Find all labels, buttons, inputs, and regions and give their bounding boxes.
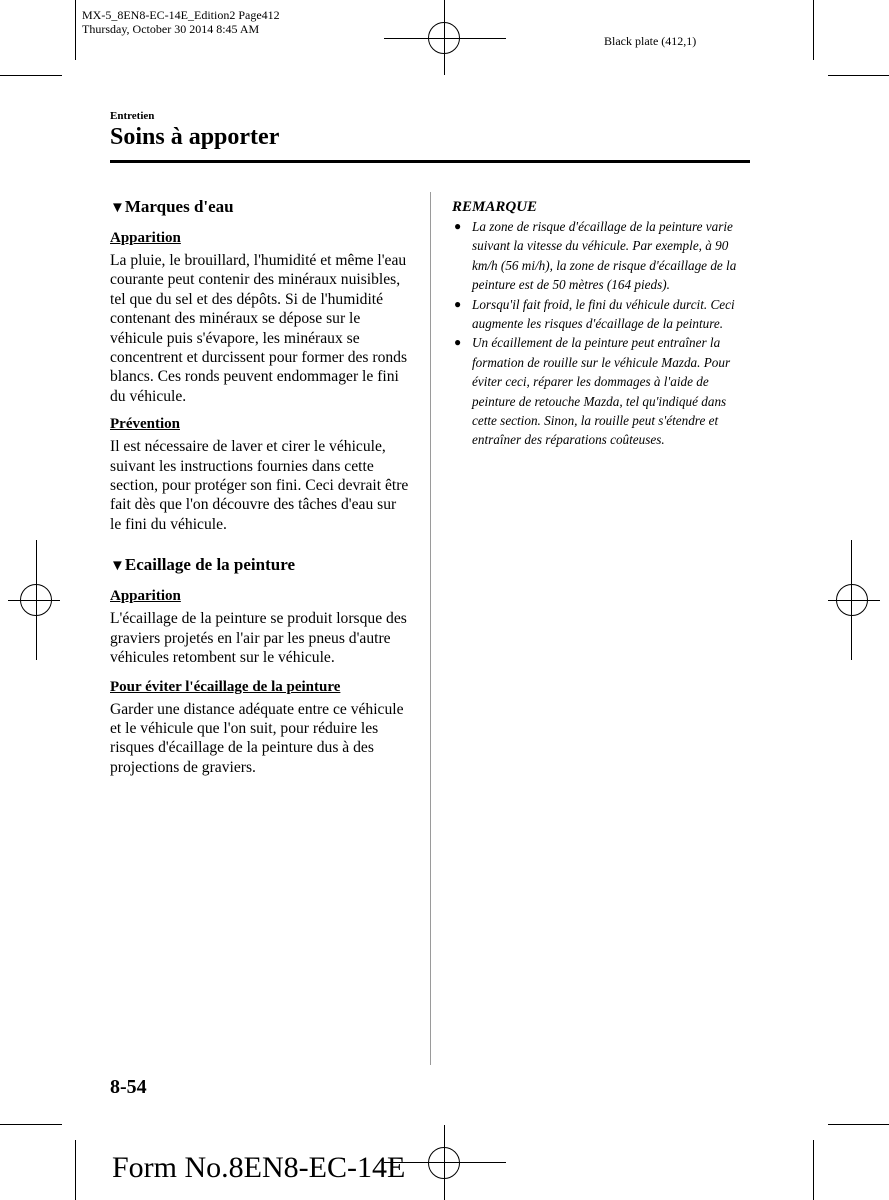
crop-mark-top-left-h <box>0 75 62 76</box>
crop-mark-top-right-v <box>813 0 814 60</box>
list-item <box>452 295 750 334</box>
page-title: Soins à apporter <box>110 124 280 150</box>
subheading-apparition: Apparition <box>110 230 181 246</box>
left-column <box>110 196 410 777</box>
crop-mark-bottom-left-h <box>0 1124 62 1125</box>
list-item-text: La zone de risque d'écaillage de la peinture varie suivant la vitesse du véhicule. Par exemple, à 90 km/h (56 mi/h), la zone de risque d'écaillage de la peinture est de 50 mètres (164 pieds). <box>472 219 737 293</box>
column-divider <box>430 192 431 1065</box>
page-number: 8-54 <box>110 1076 147 1098</box>
crop-mark-top-right-h <box>828 75 889 76</box>
heading-text: Ecaillage de la peinture <box>124 555 296 575</box>
registration-circle <box>428 22 460 54</box>
paragraph: Il est nécessaire de laver et cirer le véhicule, suivant les instructions fournies dans cette section, pour protéger son fini. Ceci devrait être fait dès que l'on découvre des tâches d'eau sur le fini du véhicule. <box>110 438 409 533</box>
subheading-prevention: Prévention <box>110 416 180 433</box>
remark-title: REMARQUE <box>452 199 538 215</box>
paragraph: La pluie, le brouillard, l'humidité et même l'eau courante peut contenir des minéraux nuisibles, tel que du sel et des dépôts. Si de l'humidité contenant des minéraux se dépose sur le véhicule puis s'évapore, les minéraux se concentrent et durcissent pour former des ronds blancs. Ces ronds peuvent endommager le fini du véhicule. <box>110 252 408 405</box>
crop-mark-bottom-right-h <box>828 1124 889 1125</box>
section-heading <box>110 554 410 577</box>
crop-mark-bottom-right-v <box>813 1140 814 1200</box>
section-paint-chipping <box>110 554 410 777</box>
paragraph: L'écaillage de la peinture se produit lorsque des graviers projetés en l'air par les pneus d'autre véhicules retombent sur le véhicule. <box>110 610 407 667</box>
list-item-text: Lorsqu'il fait froid, le fini du véhicule durcit. Ceci augmente les risques d'écaillage de la peinture. <box>472 296 735 332</box>
bullet-icon: ● <box>454 296 462 311</box>
triangle-down-icon: ▼ <box>110 200 125 216</box>
bullet-icon: ● <box>454 219 462 233</box>
section-label: Entretien <box>110 110 155 122</box>
section-water-marks <box>110 196 410 534</box>
list-item-text: Un écaillement de la peinture peut entraîner la formation de rouille sur le véhicule Mazda. Pour éviter ceci, réparer les dommages à l'aide de peinture de retouche Mazda, tel qu'indiqué dans cette section. Sinon, la rouille peut s'étendre et entraîner des réparations coûteuses. <box>472 335 731 448</box>
registration-circle <box>836 584 868 616</box>
subheading-apparition: Apparition <box>110 588 181 605</box>
registration-circle <box>428 1147 460 1179</box>
heading-text: Marques d'eau <box>124 197 234 216</box>
print-date-line: Thursday, October 30 2014 8:45 AM <box>82 22 260 36</box>
section-heading <box>110 196 410 219</box>
form-number: Form No.8EN8-EC-14E <box>112 1151 406 1184</box>
crop-mark-top-left-v <box>75 0 76 60</box>
black-plate-label: Black plate (412,1) <box>604 34 697 48</box>
title-rule <box>110 160 750 163</box>
subheading-avoid-chipping: Pour éviter l'écaillage de la peinture <box>110 678 341 695</box>
print-file-line: MX-5_8EN8-EC-14E_Edition2 Page412 <box>82 8 280 22</box>
list-item <box>452 217 750 295</box>
triangle-down-icon: ▼ <box>110 558 125 575</box>
paragraph: Garder une distance adéquate entre ce véhicule et le véhicule que l'on suit, pour réduire les risques d'écaillage de la peinture dus à des projections de graviers. <box>110 700 404 776</box>
registration-circle <box>20 584 52 616</box>
list-item <box>452 333 750 449</box>
bullet-icon: ● <box>454 335 462 350</box>
crop-mark-bottom-left-v <box>75 1140 76 1200</box>
remark-list <box>452 217 750 450</box>
right-column <box>452 198 750 450</box>
